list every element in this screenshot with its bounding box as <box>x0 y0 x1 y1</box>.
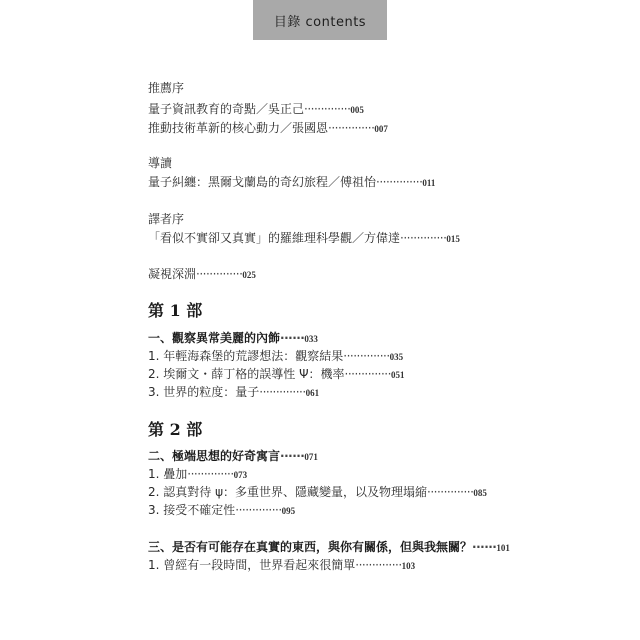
toc-entry-title: 1. 年輕海森堡的荒謬想法：觀察結果 <box>148 349 344 363</box>
dot-leader: ······ <box>280 449 305 463</box>
page-number: 103 <box>401 561 416 571</box>
toc-entry-title: 2. 認真對待 ψ：多重世界、隱藏變量，以及物理塌縮 <box>148 485 427 499</box>
page-number: 015 <box>446 234 460 244</box>
page-number: 011 <box>422 178 436 188</box>
toc-entry[interactable] <box>148 120 388 137</box>
toc-entry[interactable] <box>148 230 460 247</box>
dot-leader: ······ <box>280 331 305 345</box>
toc-entry-title: 「看似不實卻又真實」的羅維理科學觀／方偉達 <box>148 231 401 245</box>
dot-leader: ·············· <box>235 503 282 517</box>
toc-entry-title: 一、觀察異常美麗的內飾 <box>148 331 281 345</box>
dot-leader: ·············· <box>400 231 447 245</box>
toc-entry-title: 量子資訊教育的奇點／吳正己 <box>148 102 305 116</box>
toc-chapter[interactable] <box>148 539 510 556</box>
dot-leader: ·············· <box>196 267 243 281</box>
toc-entry-title: 凝視深淵 <box>148 267 197 281</box>
part-heading: 第 2 部 <box>148 420 203 439</box>
toc-entry[interactable] <box>148 502 295 519</box>
contents-title: 目錄 contents <box>273 14 367 30</box>
toc-entry-title: 1. 疊加 <box>148 467 188 481</box>
dot-leader: ·············· <box>355 558 402 572</box>
toc-section-heading <box>148 80 184 96</box>
toc-entry-title: 二、極端思想的好奇寓言 <box>148 449 281 463</box>
toc-chapter[interactable] <box>148 448 318 465</box>
toc-entry-title: 推動技術革新的核心動力／張國恩 <box>148 121 329 135</box>
page-number: 061 <box>305 388 320 398</box>
page-number: 073 <box>233 470 248 480</box>
page-number: 101 <box>496 543 510 553</box>
toc-section-heading <box>148 211 184 227</box>
toc-section-heading <box>148 155 172 171</box>
toc-entry[interactable] <box>148 348 403 365</box>
dot-leader: ·············· <box>328 121 375 135</box>
dot-leader: ·············· <box>427 485 474 499</box>
toc-entry[interactable] <box>148 266 256 283</box>
toc-entry-title: 導讀 <box>148 156 173 170</box>
toc-entry[interactable] <box>148 101 364 118</box>
page-number: 051 <box>390 370 405 380</box>
toc-entry[interactable] <box>148 484 487 501</box>
toc-entry-title: 三、是否有可能存在真實的東西，與你有關係，但與我無關？ <box>148 540 473 554</box>
page-number: 025 <box>242 270 256 280</box>
toc-entry-title: 譯者序 <box>148 212 185 226</box>
dot-leader: ·············· <box>344 367 391 381</box>
dot-leader: ······ <box>472 540 497 554</box>
toc-entry[interactable] <box>148 174 435 191</box>
dot-leader: ·············· <box>304 102 351 116</box>
toc-entry[interactable] <box>148 366 404 383</box>
toc-entry[interactable] <box>148 557 415 574</box>
page-number: 007 <box>374 124 388 134</box>
toc-entry-title: 3. 世界的粒度：量子 <box>148 385 260 399</box>
toc-entry[interactable] <box>148 466 247 483</box>
toc-entry-title: 3. 接受不確定性 <box>148 503 236 517</box>
dot-leader: ·············· <box>259 385 306 399</box>
dot-leader: ·············· <box>187 467 234 481</box>
page-number: 033 <box>304 334 318 344</box>
toc-entry[interactable] <box>148 384 319 401</box>
contents-header <box>253 0 387 40</box>
part-heading: 第 1 部 <box>148 301 203 320</box>
page-number: 095 <box>281 506 296 516</box>
toc-entry-title: 推薦序 <box>148 81 185 95</box>
page-number: 071 <box>304 452 318 462</box>
toc-entry-title: 2. 埃爾文・薛丁格的誤導性 Ψ：機率 <box>148 367 345 381</box>
page-number: 085 <box>473 488 487 498</box>
toc-chapter[interactable] <box>148 330 318 347</box>
toc-entry-title: 1. 曾經有一段時間，世界看起來很簡單 <box>148 558 356 572</box>
dot-leader: ·············· <box>343 349 390 363</box>
toc-entry-title: 量子糾纏：黑爾戈蘭島的奇幻旅程／傅祖怡 <box>148 175 377 189</box>
dot-leader: ·············· <box>376 175 423 189</box>
page-number: 005 <box>350 105 364 115</box>
page-number: 035 <box>389 352 404 362</box>
